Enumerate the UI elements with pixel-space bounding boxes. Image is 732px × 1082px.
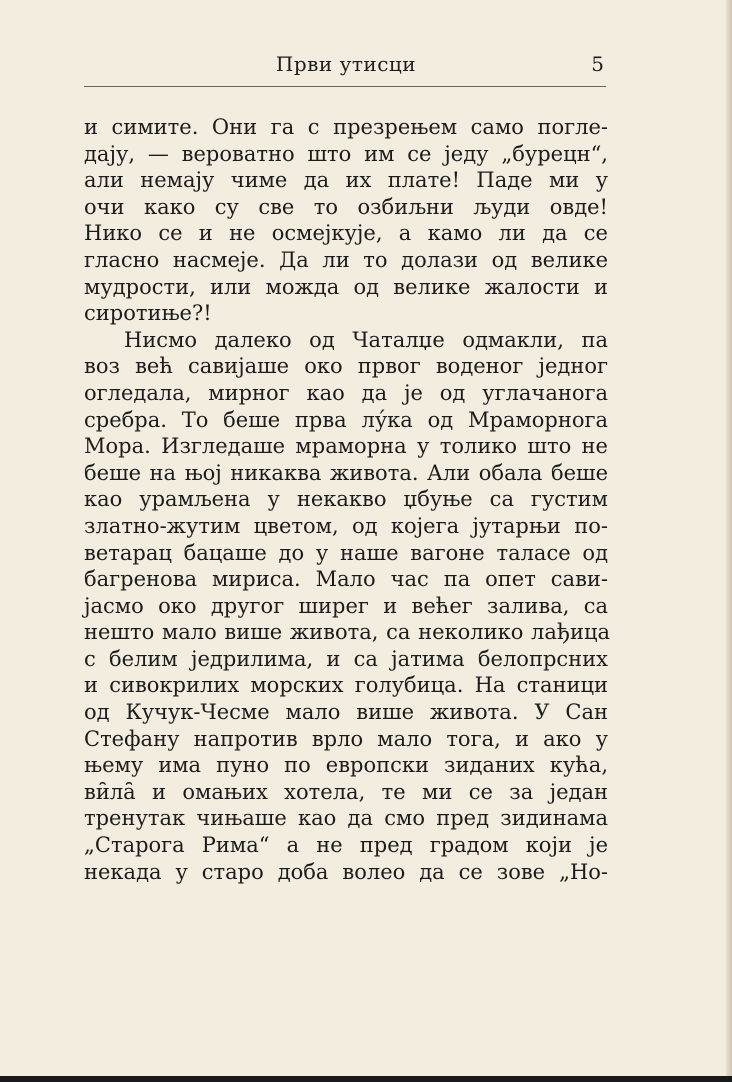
text-line: ви̑ла̑ и омањих хотела, те ми се за један [84, 779, 608, 804]
header-rule [84, 86, 606, 87]
text-line: мудрости, или можда од велике жалости и [84, 274, 608, 299]
text-line: багренова мириса. Мало час па опет сави- [84, 567, 608, 592]
text-line: Нико се и не осмејкује, а камо ли да се [84, 221, 608, 246]
text-line: воз већ савијаше око првог воденог једног [84, 354, 608, 379]
text-line: Мора. Изгледаше мраморна у толико што не [84, 434, 608, 459]
text-line: али немају чиме да их плате! Паде ми у [84, 168, 608, 193]
running-header [84, 48, 608, 84]
paragraph-end-line: сиротиње?! [84, 301, 212, 326]
text-line: и сивокрилих морских голубица. На станици [84, 673, 608, 698]
text-line: нешто мало више живота, са неколико лађица [84, 620, 611, 645]
text-line: беше на њој никаква живота. Али обала беше [84, 460, 608, 485]
text-line: дају, — вероватно што им се једу „бурецн“, [84, 141, 608, 166]
scan-border [0, 1076, 732, 1082]
text-line: њему има пуно по европски зиданих кућа, [84, 753, 608, 778]
text-line: гласно насмеје. Да ли то долази од велике [84, 247, 608, 272]
text-line: златно-жутим цветом, од којега јутарњи по- [84, 513, 608, 538]
paragraph-start-line: Нисмо далеко од Чаталџе одмакли, па [124, 327, 608, 352]
page-edge-shadow [726, 0, 732, 1082]
text-line: као урамљена у некакво џбуње са густим [84, 487, 608, 512]
text-line: од Кучук-Чесме мало више живота. У Сан [84, 700, 608, 725]
text-line: тренутак чињаше као да смо пред зидинама [84, 806, 608, 831]
text-line: и симите. Они га с презрењем само погле- [84, 115, 608, 139]
page-number: 5 [591, 52, 604, 76]
text-line: сребра. То беше прва лу́ка од Мраморнога [84, 407, 608, 432]
chapter-title: Први утисци [275, 52, 417, 76]
text-line: Стефану напротив врло мало тога, и ако у [84, 726, 608, 751]
text-line: огледала, мирног као да је од углачанога [84, 380, 608, 405]
text-line: с белим једрилима, и са јатима белопрсних [84, 646, 608, 671]
text-line: ветарац бацаше до у наше вагоне таласе од [84, 540, 608, 565]
text-line: јасмо око другог ширег и већег залива, са [84, 593, 608, 618]
text-line: „Старога Рима“ а не пред градом који је [84, 833, 608, 858]
text-line: очи како су све то озбиљни људи овде! [84, 194, 608, 219]
body-text [84, 114, 611, 885]
text-line: некада у старо доба волео да се зове „Но- [84, 859, 608, 884]
